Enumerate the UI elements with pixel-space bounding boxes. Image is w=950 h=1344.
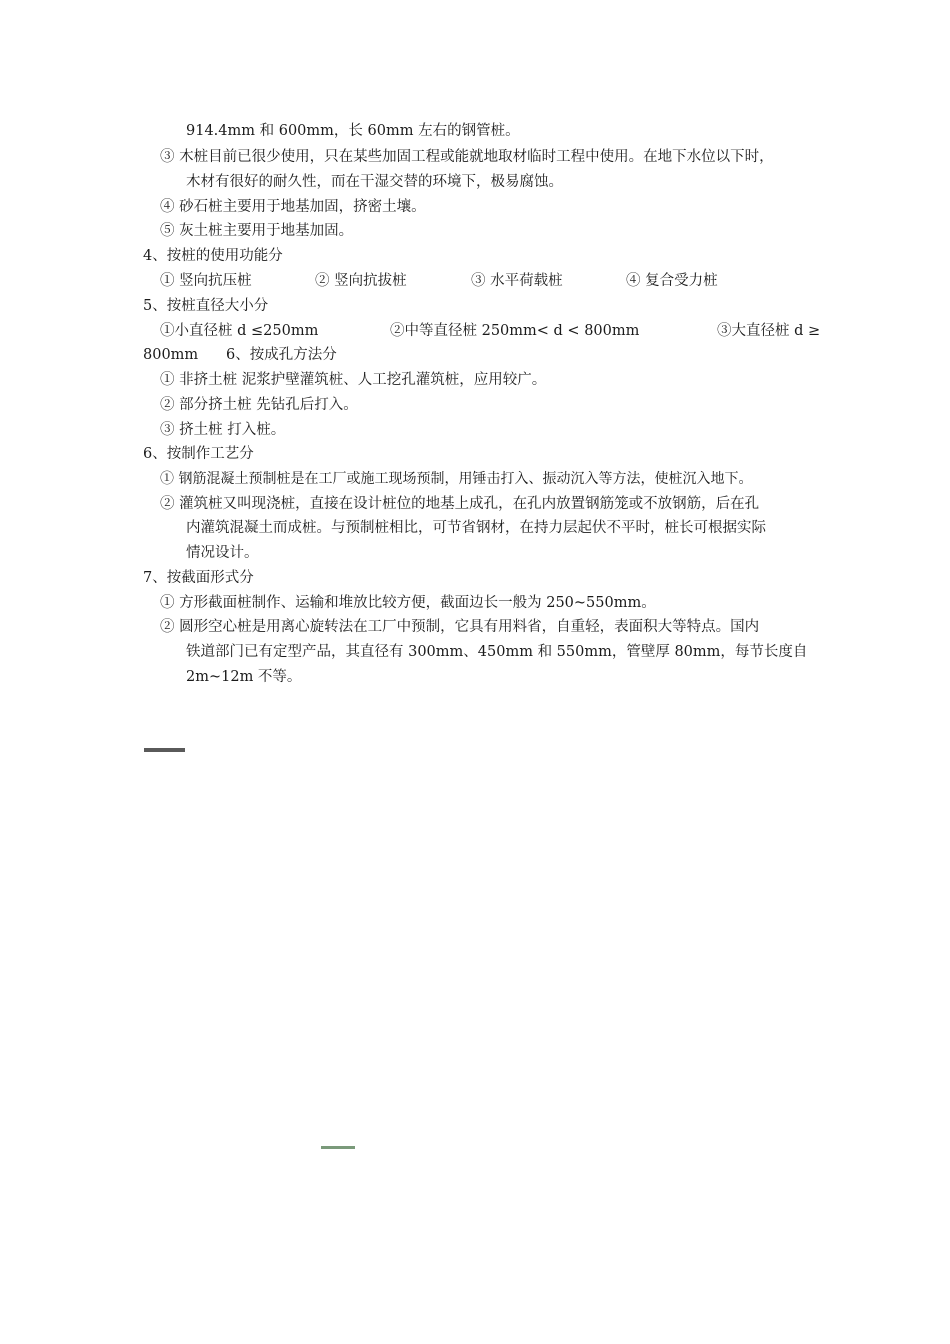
function-item: ② 竖向抗拔桩 <box>315 273 407 289</box>
text-line: 914.4mm 和 600mm，长 60mm 左右的钢管桩。 <box>186 123 520 139</box>
section-heading: 6、按成孔方法分 <box>226 347 337 363</box>
function-item: ④ 复合受力桩 <box>626 273 718 289</box>
section-heading: 5、按桩直径大小分 <box>143 298 269 314</box>
text-line: ④ 砂石桩主要用于地基加固，挤密土壤。 <box>160 199 426 215</box>
text-line: 木材有很好的耐久性，而在干湿交替的环境下，极易腐蚀。 <box>186 174 563 190</box>
text-line: 2m~12m 不等。 <box>186 669 302 685</box>
text-line: ⑤ 灰土桩主要用于地基加固。 <box>160 223 354 239</box>
diameter-row <box>160 321 860 341</box>
diameter-item: ①小直径桩 d ≤250mm <box>160 323 319 339</box>
section-heading: 7、按截面形式分 <box>143 570 254 586</box>
divider-mark <box>321 1146 355 1149</box>
text-line: 情况设计。 <box>186 545 259 561</box>
diameter-item: ②中等直径桩 250mm< d < 800mm <box>390 323 640 339</box>
text-line: ③ 木桩目前已很少使用，只在某些加固工程或能就地取材临时工程中使用。在地下水位以下时， <box>160 149 774 165</box>
function-item: ③ 水平荷载桩 <box>471 273 563 289</box>
text-line: 铁道部门已有定型产品，其直径有 300mm、450mm 和 550mm，管壁厚 80mm，每节长度自 <box>186 644 808 660</box>
text-line: ③ 挤土桩 打入桩。 <box>160 422 286 438</box>
divider-mark <box>144 748 185 752</box>
text-line: ② 圆形空心桩是用离心旋转法在工厂中预制，它具有用料省，自重轻，表面积大等特点。国内 <box>160 619 760 635</box>
section-heading: 6、按制作工艺分 <box>143 446 254 462</box>
diameter-item: ③大直径桩 d ≥ <box>717 323 821 339</box>
text-line: 800mm <box>143 347 199 363</box>
function-item: ① 竖向抗压桩 <box>160 273 252 289</box>
text-line: ② 灌筑桩又叫现浇桩，直接在设计桩位的地基上成孔，在孔内放置钢筋笼或不放钢筋，后在孔 <box>160 496 760 512</box>
text-line: ① 方形截面桩制作、运输和堆放比较方便，截面边长一般为 250~550mm。 <box>160 595 656 611</box>
text-line: ① 钢筋混凝土预制桩是在工厂或施工现场预制，用锤击打入、振动沉入等方法，使桩沉入地下。 <box>160 471 753 487</box>
text-line: ② 部分挤土桩 先钻孔后打入。 <box>160 397 358 413</box>
text-line: 内灌筑混凝土而成桩。与预制桩相比，可节省钢材，在持力层起伏不平时，桩长可根据实际 <box>186 520 766 536</box>
text-line: ① 非挤土桩 泥浆护壁灌筑桩、人工挖孔灌筑桩，应用较广。 <box>160 372 547 388</box>
section-heading: 4、按桩的使用功能分 <box>143 248 283 264</box>
function-row <box>160 271 860 291</box>
